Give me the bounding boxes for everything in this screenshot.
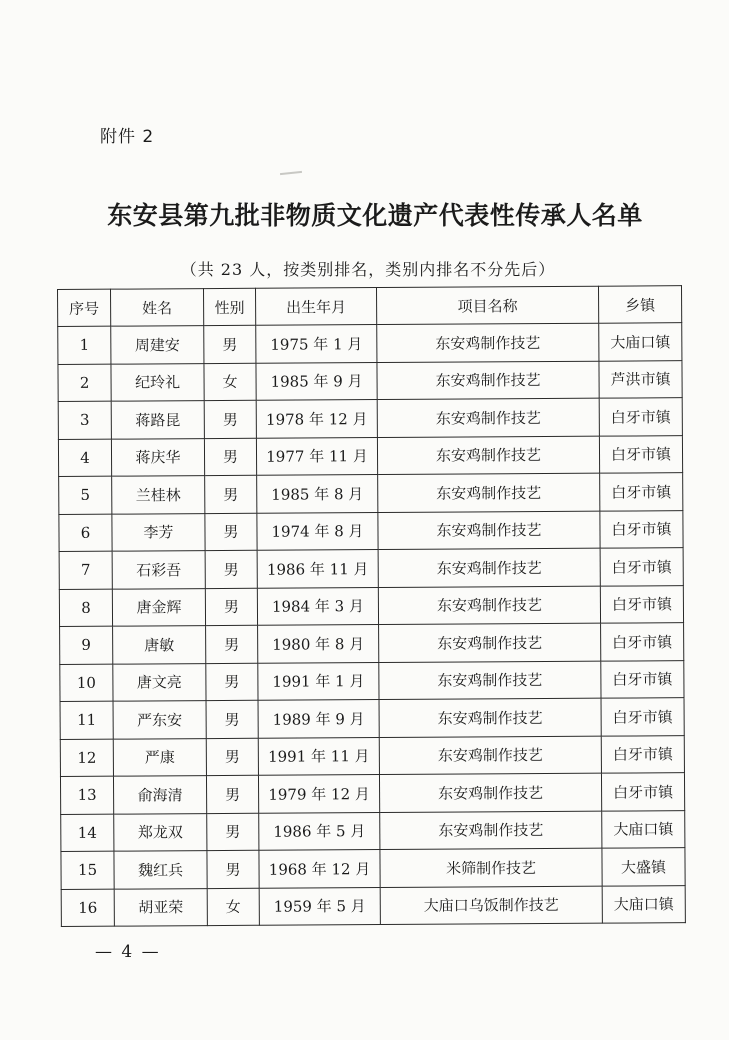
cell-gender: 女 bbox=[204, 363, 256, 401]
cell-index: 8 bbox=[59, 589, 112, 627]
cell-project: 东安鸡制作技艺 bbox=[379, 623, 601, 662]
table-row bbox=[58, 435, 682, 476]
cell-gender: 男 bbox=[206, 775, 258, 813]
cell-birth: 1975 年 1 月 bbox=[256, 325, 377, 363]
cell-index: 9 bbox=[60, 626, 113, 664]
cell-gender: 男 bbox=[207, 813, 259, 851]
inheritor-table bbox=[57, 285, 686, 927]
document-subtitle: （共 23 人，按类别排名，类别内排名不分先后） bbox=[180, 260, 556, 279]
cell-project: 东安鸡制作技艺 bbox=[377, 323, 599, 362]
table-header-row bbox=[58, 286, 682, 327]
cell-gender: 男 bbox=[205, 550, 257, 588]
cell-index: 10 bbox=[60, 664, 113, 702]
cell-project: 东安鸡制作技艺 bbox=[379, 698, 601, 737]
cell-index: 7 bbox=[59, 551, 112, 589]
cell-birth: 1986 年 5 月 bbox=[259, 812, 380, 850]
cell-birth: 1991 年 11 月 bbox=[258, 737, 379, 775]
cell-project: 东安鸡制作技艺 bbox=[378, 586, 600, 625]
table-row bbox=[60, 773, 684, 814]
cell-index: 5 bbox=[59, 476, 112, 514]
cell-township: 白牙市镇 bbox=[601, 660, 684, 698]
cell-gender: 男 bbox=[205, 588, 257, 626]
table-row bbox=[61, 885, 685, 926]
cell-township: 白牙市镇 bbox=[600, 473, 683, 511]
cell-birth: 1985 年 8 月 bbox=[257, 475, 378, 513]
page-number: — 4 — bbox=[95, 942, 161, 962]
cell-birth: 1991 年 1 月 bbox=[258, 662, 379, 700]
cell-project: 东安鸡制作技艺 bbox=[378, 548, 600, 587]
cell-name: 俞海清 bbox=[113, 776, 206, 814]
cell-index: 11 bbox=[60, 701, 113, 739]
table-row bbox=[59, 473, 683, 514]
cell-index: 13 bbox=[60, 776, 113, 814]
cell-name: 严东安 bbox=[113, 701, 206, 739]
cell-index: 12 bbox=[60, 739, 113, 777]
cell-township: 大庙口镇 bbox=[602, 885, 685, 923]
cell-birth: 1978 年 12 月 bbox=[256, 400, 377, 438]
table-row bbox=[61, 810, 685, 851]
cell-name: 蒋庆华 bbox=[111, 438, 204, 476]
cell-township: 白牙市镇 bbox=[599, 435, 682, 473]
table-body bbox=[58, 323, 686, 927]
cell-name: 周建安 bbox=[111, 326, 204, 364]
cell-index: 15 bbox=[61, 851, 114, 889]
cell-birth: 1984 年 3 月 bbox=[257, 587, 378, 625]
table-row bbox=[61, 848, 685, 889]
cell-birth: 1985 年 9 月 bbox=[256, 362, 377, 400]
cell-gender: 男 bbox=[206, 738, 258, 776]
cell-gender: 男 bbox=[205, 475, 257, 513]
cell-name: 李芳 bbox=[112, 513, 205, 551]
cell-township: 大庙口镇 bbox=[599, 323, 682, 361]
cell-name: 唐金辉 bbox=[112, 588, 205, 626]
cell-project: 东安鸡制作技艺 bbox=[378, 511, 600, 550]
cell-index: 16 bbox=[61, 889, 114, 927]
cell-gender: 男 bbox=[206, 663, 258, 701]
cell-gender: 男 bbox=[207, 850, 259, 888]
cell-township: 白牙市镇 bbox=[599, 398, 682, 436]
cell-gender: 男 bbox=[205, 513, 257, 551]
cell-birth: 1980 年 8 月 bbox=[258, 625, 379, 663]
cell-name: 唐敏 bbox=[113, 626, 206, 664]
cell-index: 14 bbox=[61, 814, 114, 852]
scan-mark bbox=[280, 171, 302, 175]
cell-township: 芦洪市镇 bbox=[599, 360, 682, 398]
cell-index: 1 bbox=[58, 326, 111, 364]
cell-project: 东安鸡制作技艺 bbox=[380, 811, 602, 850]
header-township: 乡镇 bbox=[598, 286, 681, 324]
cell-project: 东安鸡制作技艺 bbox=[378, 473, 600, 512]
cell-birth: 1977 年 11 月 bbox=[256, 437, 377, 475]
cell-project: 东安鸡制作技艺 bbox=[379, 736, 601, 775]
cell-township: 白牙市镇 bbox=[600, 585, 683, 623]
cell-birth: 1979 年 12 月 bbox=[258, 775, 379, 813]
cell-index: 2 bbox=[58, 364, 111, 402]
table-row bbox=[58, 360, 682, 401]
header-gender: 性别 bbox=[204, 288, 256, 325]
cell-township: 白牙市镇 bbox=[600, 510, 683, 548]
cell-township: 大庙口镇 bbox=[602, 810, 685, 848]
cell-birth: 1959 年 5 月 bbox=[259, 887, 380, 925]
cell-project: 东安鸡制作技艺 bbox=[379, 661, 601, 700]
cell-township: 大盛镇 bbox=[602, 848, 685, 886]
cell-project: 东安鸡制作技艺 bbox=[377, 398, 599, 437]
table-row bbox=[59, 548, 683, 589]
attachment-label: 附件 2 bbox=[100, 127, 155, 147]
header-project: 项目名称 bbox=[376, 286, 598, 324]
cell-birth: 1989 年 9 月 bbox=[258, 700, 379, 738]
cell-project: 东安鸡制作技艺 bbox=[377, 361, 599, 400]
header-birth: 出生年月 bbox=[255, 288, 376, 326]
cell-gender: 男 bbox=[204, 400, 256, 438]
cell-birth: 1986 年 11 月 bbox=[257, 550, 378, 588]
cell-gender: 女 bbox=[207, 888, 259, 926]
table-row bbox=[59, 585, 683, 626]
cell-project: 米筛制作技艺 bbox=[380, 848, 602, 887]
cell-township: 白牙市镇 bbox=[601, 623, 684, 661]
header-name: 姓名 bbox=[111, 289, 204, 327]
table-row bbox=[60, 698, 684, 739]
header-index: 序号 bbox=[58, 289, 111, 326]
cell-name: 胡亚荣 bbox=[114, 888, 207, 926]
table-row bbox=[60, 735, 684, 776]
table-row bbox=[59, 510, 683, 551]
cell-name: 兰桂林 bbox=[112, 476, 205, 514]
table-row bbox=[60, 623, 684, 664]
cell-name: 石彩吾 bbox=[112, 551, 205, 589]
cell-township: 白牙市镇 bbox=[601, 735, 684, 773]
cell-township: 白牙市镇 bbox=[600, 548, 683, 586]
cell-index: 6 bbox=[59, 514, 112, 552]
cell-township: 白牙市镇 bbox=[601, 698, 684, 736]
cell-gender: 男 bbox=[204, 438, 256, 476]
cell-gender: 男 bbox=[206, 700, 258, 738]
cell-gender: 男 bbox=[204, 325, 256, 363]
table-row bbox=[58, 398, 682, 439]
cell-name: 蒋路昆 bbox=[111, 401, 204, 439]
cell-name: 郑龙双 bbox=[114, 813, 207, 851]
table-row bbox=[58, 323, 682, 364]
cell-name: 纪玲礼 bbox=[111, 363, 204, 401]
cell-index: 4 bbox=[58, 439, 111, 477]
table-row bbox=[60, 660, 684, 701]
cell-index: 3 bbox=[58, 401, 111, 439]
cell-project: 东安鸡制作技艺 bbox=[379, 773, 601, 812]
cell-birth: 1968 年 12 月 bbox=[259, 850, 380, 888]
cell-gender: 男 bbox=[206, 625, 258, 663]
cell-name: 唐文亮 bbox=[113, 663, 206, 701]
cell-project: 大庙口乌饭制作技艺 bbox=[380, 886, 602, 925]
cell-name: 严康 bbox=[113, 738, 206, 776]
document-title: 东安县第九批非物质文化遗产代表性传承人名单 bbox=[107, 201, 643, 230]
cell-township: 白牙市镇 bbox=[601, 773, 684, 811]
cell-project: 东安鸡制作技艺 bbox=[377, 436, 599, 475]
cell-name: 魏红兵 bbox=[114, 851, 207, 889]
cell-birth: 1974 年 8 月 bbox=[257, 512, 378, 550]
